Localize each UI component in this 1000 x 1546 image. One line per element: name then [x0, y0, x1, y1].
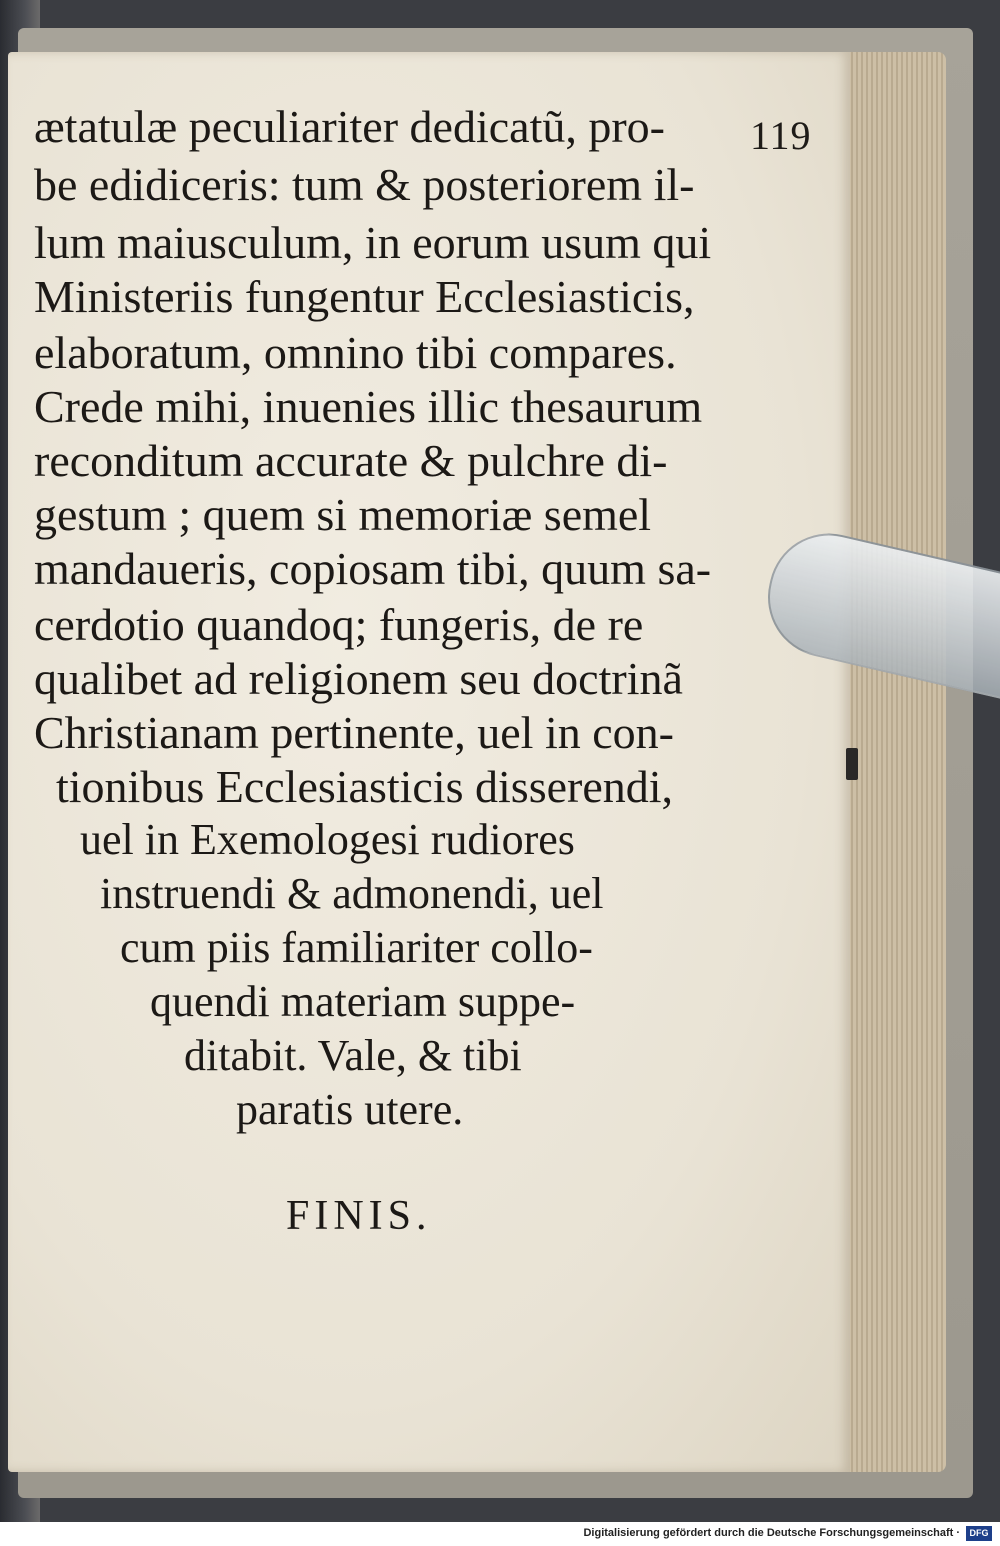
text-line: ditabit. Vale, & tibi [184, 1031, 522, 1080]
text-line: qualibet ad religionem seu doctrinã [34, 653, 683, 704]
text-line: cerdotio quandoq; fungeris, de re [34, 599, 644, 650]
text-line: paratis utere. [236, 1085, 464, 1134]
page-clip [846, 748, 858, 780]
text-line: cum piis familiariter collo- [120, 923, 593, 972]
dfg-logo: DFG [966, 1526, 992, 1541]
text-line: tionibus Ecclesiasticis disserendi, [56, 761, 674, 812]
text-line: Christianam pertinente, uel in con- [34, 707, 674, 758]
text-line: quendi materiam suppe- [150, 977, 576, 1026]
text-line: reconditum accurate & pulchre di- [34, 435, 668, 486]
page-number: 119 [750, 113, 812, 158]
text-line: gestum ; quem si memoriæ semel [34, 489, 652, 540]
text-line: be edidiceris: tum & posteriorem il- [34, 159, 695, 210]
text-line: Crede mihi, inuenies illic thesaurum [34, 381, 703, 432]
finis-heading: FINIS. [286, 1193, 432, 1239]
footer-credit: Digitalisierung gefördert durch die Deutsche Forschungsgemeinschaft · [583, 1527, 960, 1539]
text-line: uel in Exemologesi rudiores [80, 815, 575, 864]
text-line: elaboratum, omnino tibi compares. [34, 327, 677, 378]
text-line: ætatulæ peculiariter dedicatũ, pro- [34, 101, 665, 152]
text-line: Ministeriis fungentur Ecclesiasticis, [34, 271, 695, 322]
text-line: instruendi & admonendi, uel [100, 869, 604, 918]
text-line: lum maiusculum, in eorum usum qui [34, 217, 712, 268]
digitization-footer [0, 1522, 1000, 1546]
text-line: mandaueris, copiosam tibi, quum sa- [34, 543, 712, 594]
